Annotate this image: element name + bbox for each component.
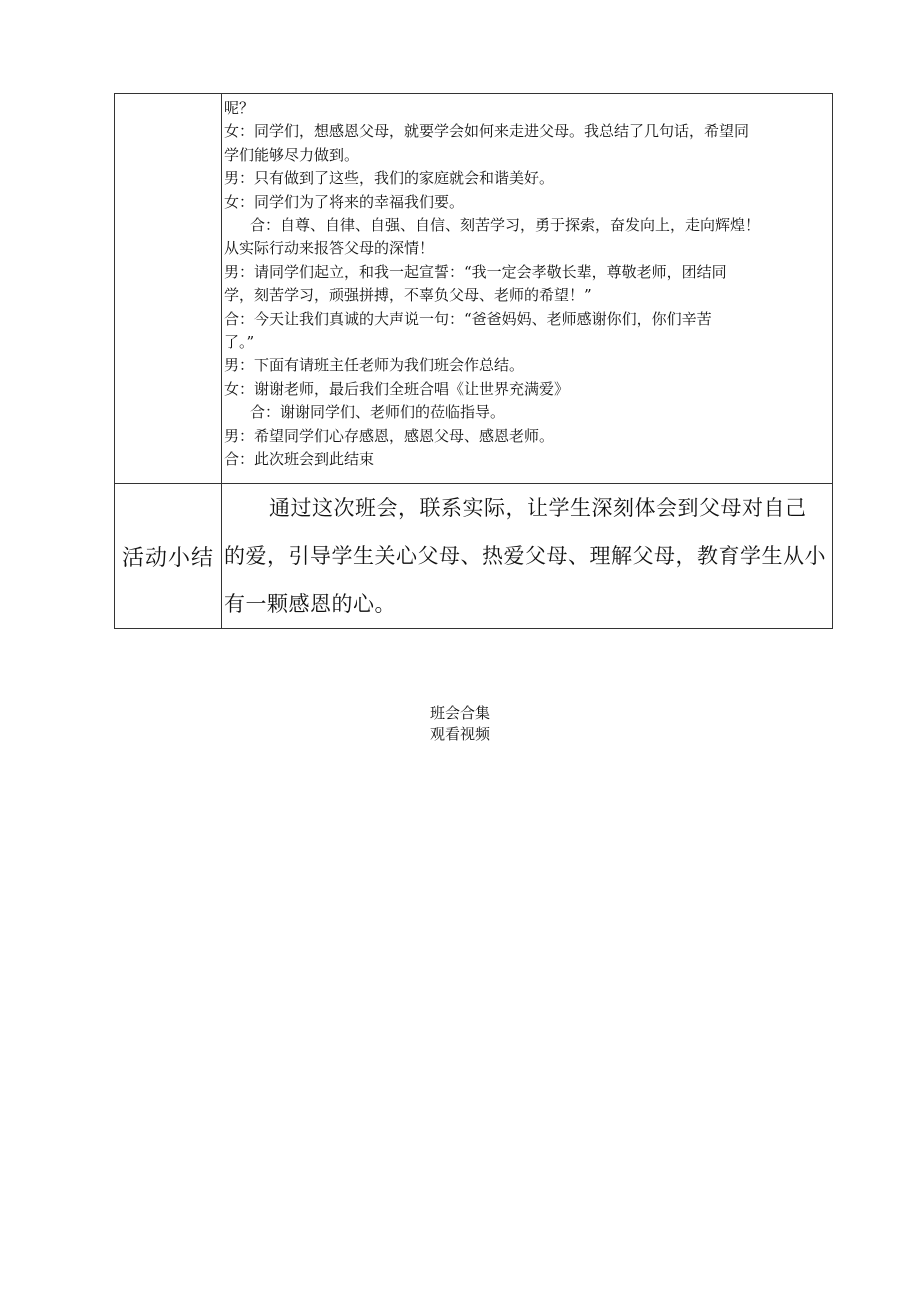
script-line: 女：谢谢老师，最后我们全班合唱《让世界充满爱》 [224,379,570,398]
script-line: 男：希望同学们心存感恩，感恩父母、感恩老师。 [224,426,555,445]
watch-video-link[interactable]: 观看视频 [429,725,490,743]
summary-row [115,483,832,628]
class-meeting-collection-link[interactable]: 班会合集 [429,704,490,722]
footer-links [0,703,920,745]
script-line: 合：自尊、自律、自强、自信、刻苦学习，勇于探索，奋发向上，走向辉煌！ [250,216,761,235]
activity-table [114,93,833,629]
summary-label: 活动小结 [115,484,222,628]
script-row [115,94,832,483]
script-line: 男：下面有请班主任老师为我们班会作总结。 [224,356,525,375]
script-content-cell [222,94,832,483]
script-line: 了。” [224,333,255,352]
script-line: 学，刻苦学习，顽强拼搏，不辜负父母、老师的希望！” [224,286,592,305]
script-line: 合：今天让我们真诚的大声说一句：“爸爸妈妈、老师感谢你们，你们辛苦 [224,309,712,328]
script-line: 男：只有做到了这些，我们的家庭就会和谐美好。 [224,169,555,188]
script-line: 呢？ [224,99,255,117]
script-line: 男：请同学们起立，和我一起宣誓：“我一定会孝敬长辈，尊敬老师，团结同 [224,262,727,281]
summary-text: 通过这次班会，联系实际，让学生深刻体会到父母对自己的爱，引导学生关心父母、热爱父母、理解父母，教育学生从小有一颗感恩的心。 [224,496,826,616]
script-line: 合：此次班会到此结束 [224,450,375,469]
script-label-cell [115,94,222,483]
script-line: 从实际行动来报答父母的深情！ [224,239,435,258]
script-line: 合：谢谢同学们、老师们的莅临指导。 [250,403,506,422]
script-line: 女：同学们为了将来的幸福我们要。 [224,192,465,211]
script-line: 女：同学们，想感恩父母，就要学会如何来走进父母。我总结了几句话，希望同 [224,122,750,141]
script-line: 学们能够尽力做到。 [224,145,360,164]
